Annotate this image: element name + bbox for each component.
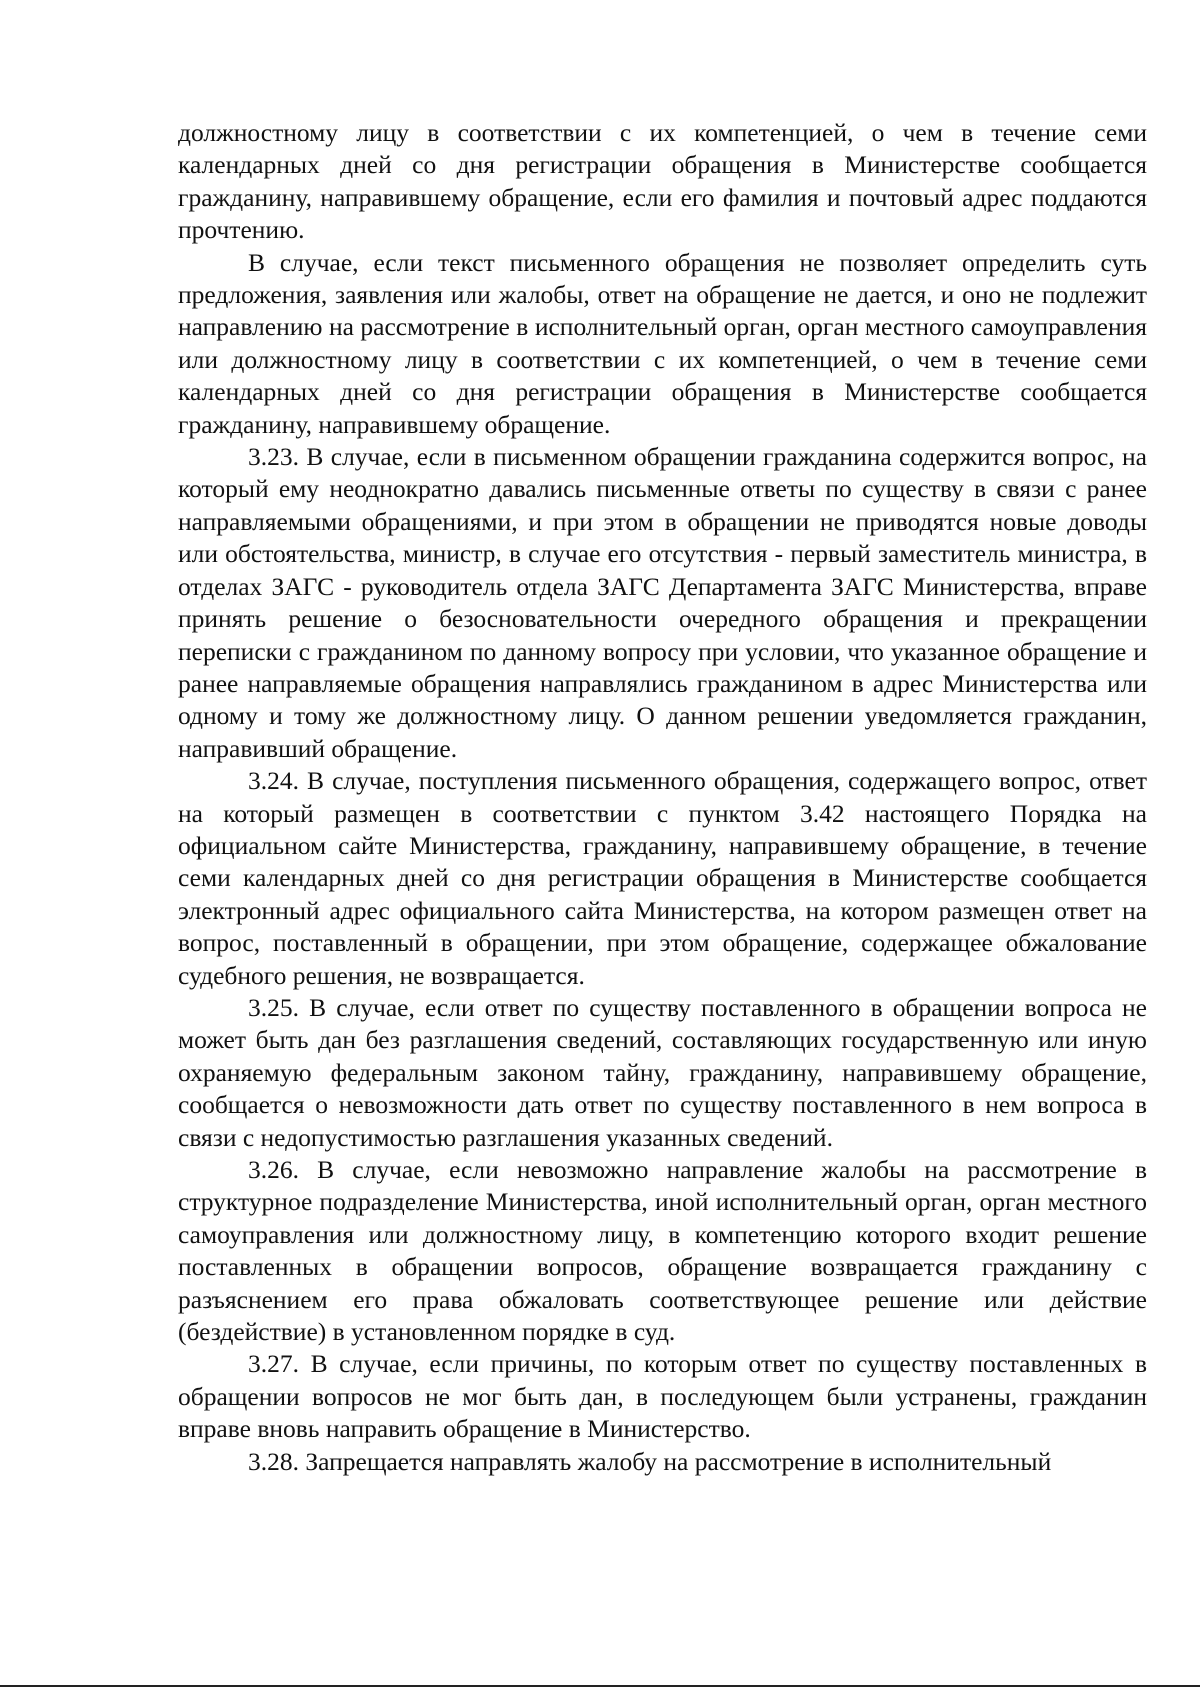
- paragraph-continuation: должностному лицу в соответствии с их компетенцией, о чем в течение семи календарных дней со дня регистрации обращения в Министерстве сообщается гражданину, направившему обращение, если его фамилия и почтовый адрес поддаются прочтению.: [178, 118, 1147, 245]
- paragraph-3-26: 3.26. В случае, если невозможно направление жалобы на рассмотрение в структурное подразделение Министерства, иной исполнительный орган, орган местного самоуправления или должностному лицу, в компетенцию которого входит решение поставленных в обращении вопросов, обращение возвращается гражданину с разъяснением его права обжаловать соответствующее решение или действие (бездействие) в установленном порядке в суд.: [178, 1155, 1147, 1347]
- paragraph-unreadable-text: В случае, если текст письменного обращения не позволяет определить суть предложения, заявления или жалобы, ответ на обращение не дается, и оно не подлежит направлению на рассмотрение в исполнительный орган, орган местного самоуправления или должностному лицу в соответствии с их компетенцией, о чем в течение семи календарных дней со дня регистрации обращения в Министерстве сообщается гражданину, направившему обращение.: [178, 247, 1147, 439]
- paragraph-3-28: 3.28. Запрещается направлять жалобу на рассмотрение в исполнительный: [248, 1446, 1052, 1476]
- paragraph-3-25: 3.25. В случае, если ответ по существу поставленного в обращении вопроса не может быть дан без разглашения сведений, составляющих государственную или иную охраняемую федеральным законом тайну, гражданину, направившему обращение, сообщается о невозможности дать ответ по существу поставленного в нем вопроса в связи с недопустимостью разглашения указанных сведений.: [178, 992, 1147, 1152]
- paragraph-3-24: 3.24. В случае, поступления письменного обращения, содержащего вопрос, ответ на который размещен в соответствии с пунктом 3.42 настоящего Порядка на официальном сайте Министерства, гражданину, направившему обращение, в течение семи календарных дней со дня регистрации обращения в Министерстве сообщается электронный адрес официального сайта Министерства, на котором размещен ответ на вопрос, поставленный в обращении, при этом обращение, содержащее обжалование судебного решения, не возвращается.: [178, 766, 1147, 990]
- paragraph-3-27: 3.27. В случае, если причины, по которым ответ по существу поставленных в обращении вопросов не мог быть дан, в последующем были устранены, гражданин вправе вновь направить обращение в Министерство.: [178, 1349, 1147, 1444]
- document-body: [178, 117, 1147, 1478]
- bottom-divider: [0, 1685, 1200, 1687]
- paragraph-3-23: 3.23. В случае, если в письменном обращении гражданина содержится вопрос, на который ему неоднократно давались письменные ответы по существу в связи с ранее направляемыми обращениями, и при этом в обращении не приводятся новые доводы или обстоятельства, министр, в случае его отсутствия - первый заместитель министра, в отделах ЗАГС - руководитель отдела ЗАГС Департамента ЗАГС Министерства, вправе принять решение о безосновательности очередного обращения и прекращении переписки с гражданином по данному вопросу при условии, что указанное обращение и ранее направляемые обращения направлялись гражданином в адрес Министерства или одному и тому же должностному лицу. О данном решении уведомляется гражданин, направивший обращение.: [178, 442, 1147, 763]
